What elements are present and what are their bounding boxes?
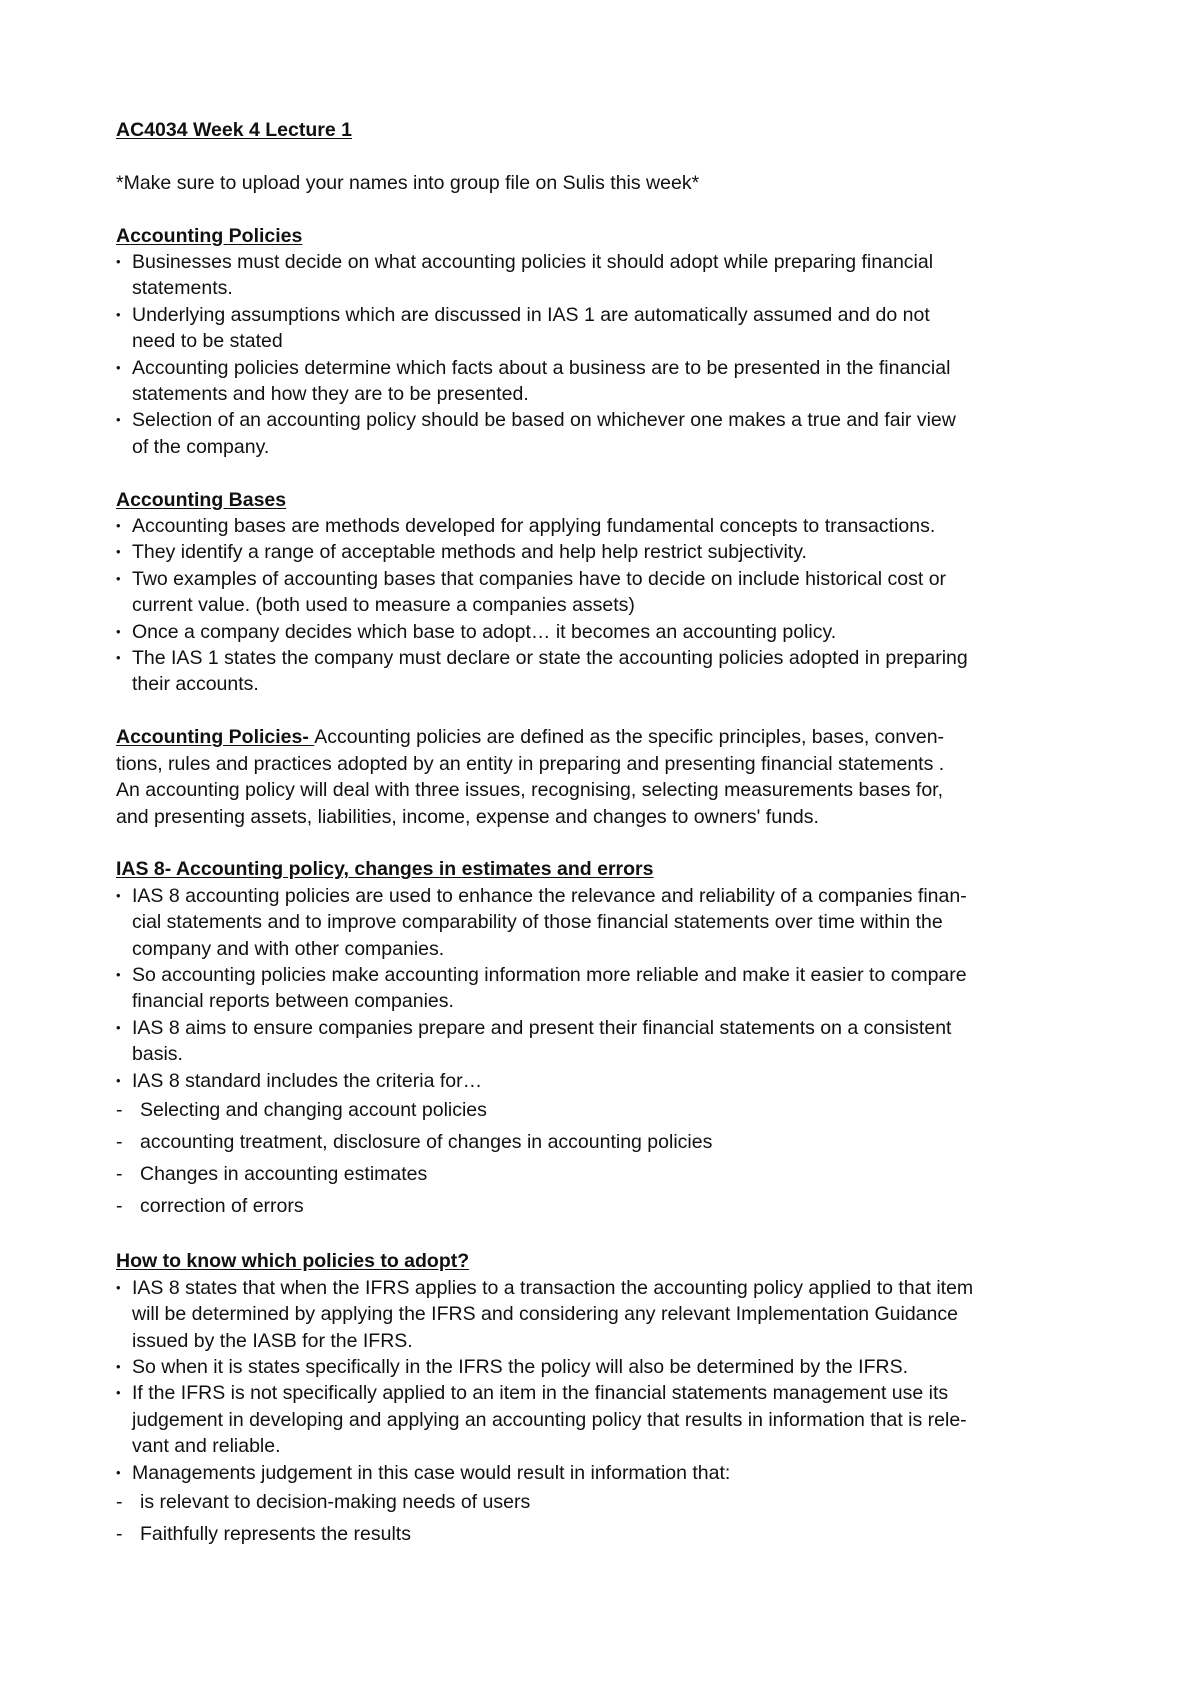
bullet-marker: • bbox=[116, 887, 121, 903]
spacer bbox=[116, 1222, 1096, 1248]
spacer bbox=[116, 830, 1096, 856]
text-line: Accounting bases are methods developed for applying fundamental concepts to transactions. bbox=[132, 515, 936, 538]
list-item bbox=[116, 1068, 1096, 1094]
bullet-marker: • bbox=[116, 1464, 121, 1480]
spacer bbox=[116, 460, 1096, 486]
text-line: issued by the IASB for the IFRS. bbox=[132, 1329, 413, 1352]
definition-paragraph bbox=[116, 751, 1096, 830]
text-line: vant and reliable. bbox=[132, 1435, 281, 1458]
text-line: need to be stated bbox=[132, 330, 283, 353]
dash-marker: - bbox=[116, 1098, 123, 1121]
list-item-text bbox=[132, 1068, 1096, 1094]
bullet-marker: • bbox=[116, 570, 121, 586]
text-line: IAS 8 aims to ensure companies prepare and present their financial statements on a consistent bbox=[132, 1016, 952, 1039]
list-item-text bbox=[132, 962, 1096, 1015]
list-item-text bbox=[132, 355, 1096, 408]
text-line: IAS 8 standard includes the criteria for… bbox=[132, 1069, 483, 1092]
document-title: AC4034 Week 4 Lecture 1 bbox=[116, 119, 352, 141]
text-line: tions, rules and practices adopted by an entity in preparing and presenting financial statements . bbox=[116, 752, 945, 775]
bullet-marker: • bbox=[116, 254, 121, 269]
text-line: Managements judgement in this case would result in information that: bbox=[132, 1461, 731, 1484]
list-item bbox=[116, 883, 1096, 962]
document-content bbox=[116, 117, 1096, 1550]
bullet-marker: • bbox=[116, 1019, 121, 1035]
dash-marker: - bbox=[116, 1162, 123, 1185]
list-item-text bbox=[132, 883, 1096, 962]
spacer bbox=[116, 196, 1096, 222]
list-item-text bbox=[132, 539, 1096, 565]
list-item bbox=[116, 1354, 1096, 1380]
list-item-text bbox=[132, 1460, 1096, 1486]
text-line: and presenting assets, liabilities, income, expense and changes to owners' funds. bbox=[116, 805, 819, 828]
text-line: If the IFRS is not specifically applied to an item in the financial statements management use its bbox=[132, 1382, 949, 1405]
spacer bbox=[116, 143, 1096, 169]
definition-paragraph-first-line bbox=[116, 724, 1096, 750]
bullet-list bbox=[116, 1275, 1096, 1486]
section-heading-ias8: IAS 8- Accounting policy, changes in estimates and errors bbox=[116, 858, 654, 881]
list-item bbox=[116, 355, 1096, 408]
list-item bbox=[116, 962, 1096, 1015]
dash-item-text: Changes in accounting estimates bbox=[140, 1162, 428, 1185]
dash-item bbox=[116, 1094, 1096, 1126]
bullet-marker: • bbox=[116, 359, 121, 375]
text-line: Once a company decides which base to adopt… it becomes an accounting policy. bbox=[132, 620, 837, 643]
list-item-text bbox=[132, 513, 1096, 539]
text-line: statements and how they are to be presented. bbox=[132, 383, 529, 406]
text-line: The IAS 1 states the company must declare or state the accounting policies adopted in preparing bbox=[132, 647, 968, 670]
text-line: their accounts. bbox=[132, 673, 259, 696]
bullet-marker: • bbox=[116, 966, 121, 982]
bullet-marker: • bbox=[116, 412, 121, 428]
dash-item-text: correction of errors bbox=[140, 1194, 304, 1217]
text-line: Underlying assumptions which are discussed in IAS 1 are automatically assumed and do not bbox=[132, 303, 930, 326]
section-heading-how-to-know: How to know which policies to adopt? bbox=[116, 1250, 470, 1273]
bullet-marker: • bbox=[116, 1385, 121, 1401]
list-item bbox=[116, 619, 1096, 645]
list-item-text bbox=[132, 1015, 1096, 1068]
dash-marker: - bbox=[116, 1194, 123, 1217]
text-line: of the company. bbox=[132, 435, 270, 458]
bullet-marker: • bbox=[116, 306, 121, 322]
definition-text: Accounting policies are defined as the specific principles, bases, conven- bbox=[314, 726, 945, 749]
dash-item bbox=[116, 1518, 1096, 1550]
text-line: basis. bbox=[132, 1043, 183, 1066]
list-item-text bbox=[132, 645, 1096, 698]
list-item-text bbox=[132, 566, 1096, 619]
text-line: They identify a range of acceptable methods and help help restrict subjectivity. bbox=[132, 541, 807, 564]
list-item-text bbox=[132, 619, 1096, 645]
list-item bbox=[116, 302, 1096, 355]
reminder-text: *Make sure to upload your names into group file on Sulis this week* bbox=[116, 171, 700, 194]
list-item-text bbox=[132, 1275, 1096, 1354]
text-line: IAS 8 states that when the IFRS applies to a transaction the accounting policy applied to that item bbox=[132, 1276, 974, 1299]
dash-item bbox=[116, 1190, 1096, 1222]
bullet-marker: • bbox=[116, 518, 121, 534]
dash-item-text: is relevant to decision-making needs of users bbox=[140, 1491, 531, 1513]
dash-item bbox=[116, 1486, 1096, 1518]
text-line: current value. (both used to measure a companies assets) bbox=[132, 594, 635, 617]
list-item bbox=[116, 566, 1096, 619]
text-line: statements. bbox=[132, 277, 233, 300]
bullet-list bbox=[116, 249, 1096, 460]
list-item bbox=[116, 1275, 1096, 1354]
bullet-marker: • bbox=[116, 650, 121, 666]
list-item-text bbox=[132, 249, 1096, 302]
list-item bbox=[116, 249, 1096, 302]
dash-item bbox=[116, 1126, 1096, 1158]
text-line: judgement in developing and applying an accounting policy that results in information that is rele- bbox=[132, 1408, 967, 1431]
text-line: Selection of an accounting policy should be based on whichever one makes a true and fair view bbox=[132, 409, 956, 432]
text-line: financial reports between companies. bbox=[132, 990, 454, 1013]
dash-item bbox=[116, 1158, 1096, 1190]
bullet-list bbox=[116, 513, 1096, 698]
text-line: will be determined by applying the IFRS and considering any relevant Implementation Guidance bbox=[132, 1303, 958, 1326]
spacer bbox=[116, 698, 1096, 724]
list-item bbox=[116, 539, 1096, 565]
bullet-marker: • bbox=[116, 623, 121, 639]
bullet-marker: • bbox=[116, 544, 121, 560]
section-heading-accounting-bases: Accounting Bases bbox=[116, 488, 287, 511]
dash-item-text: accounting treatment, disclosure of changes in accounting policies bbox=[140, 1130, 713, 1153]
list-item-text bbox=[132, 302, 1096, 355]
text-line: Businesses must decide on what accounting policies it should adopt while preparing financial bbox=[132, 251, 934, 273]
bullet-list bbox=[116, 883, 1096, 1094]
text-line: So when it is states specifically in the IFRS the policy will also be determined by the IFRS. bbox=[132, 1355, 909, 1378]
section-heading-accounting-policies: Accounting Policies bbox=[116, 224, 303, 247]
bullet-marker: • bbox=[116, 1279, 121, 1295]
bullet-marker: • bbox=[116, 1072, 121, 1088]
dash-list bbox=[116, 1486, 1096, 1550]
text-line: IAS 8 accounting policies are used to enhance the relevance and reliability of a companies finan- bbox=[132, 884, 967, 907]
list-item bbox=[116, 645, 1096, 698]
list-item bbox=[116, 513, 1096, 539]
dash-marker: - bbox=[116, 1523, 123, 1545]
list-item bbox=[116, 1380, 1096, 1459]
list-item-text bbox=[132, 1380, 1096, 1459]
dash-marker: - bbox=[116, 1130, 123, 1153]
list-item-text bbox=[132, 407, 1096, 460]
section-heading-accounting-policies-definition: Accounting Policies- bbox=[116, 726, 315, 749]
dash-item-text: Faithfully represents the results bbox=[140, 1523, 411, 1545]
dash-list bbox=[116, 1094, 1096, 1222]
text-line: cial statements and to improve comparability of those financial statements over time within the bbox=[132, 911, 943, 934]
list-item bbox=[116, 1460, 1096, 1486]
bullet-marker: • bbox=[116, 1358, 121, 1374]
text-line: Accounting policies determine which facts about a business are to be presented in the financial bbox=[132, 356, 951, 379]
list-item bbox=[116, 1015, 1096, 1068]
text-line: Two examples of accounting bases that companies have to decide on include historical cost or bbox=[132, 567, 947, 590]
text-line: So accounting policies make accounting information more reliable and make it easier to compare bbox=[132, 963, 967, 986]
text-line: An accounting policy will deal with three issues, recognising, selecting measurements bases for, bbox=[116, 779, 944, 802]
dash-item-text: Selecting and changing account policies bbox=[140, 1098, 487, 1121]
list-item-text bbox=[132, 1354, 1096, 1380]
list-item bbox=[116, 407, 1096, 460]
text-line: company and with other companies. bbox=[132, 937, 445, 960]
dash-marker: - bbox=[116, 1491, 123, 1513]
